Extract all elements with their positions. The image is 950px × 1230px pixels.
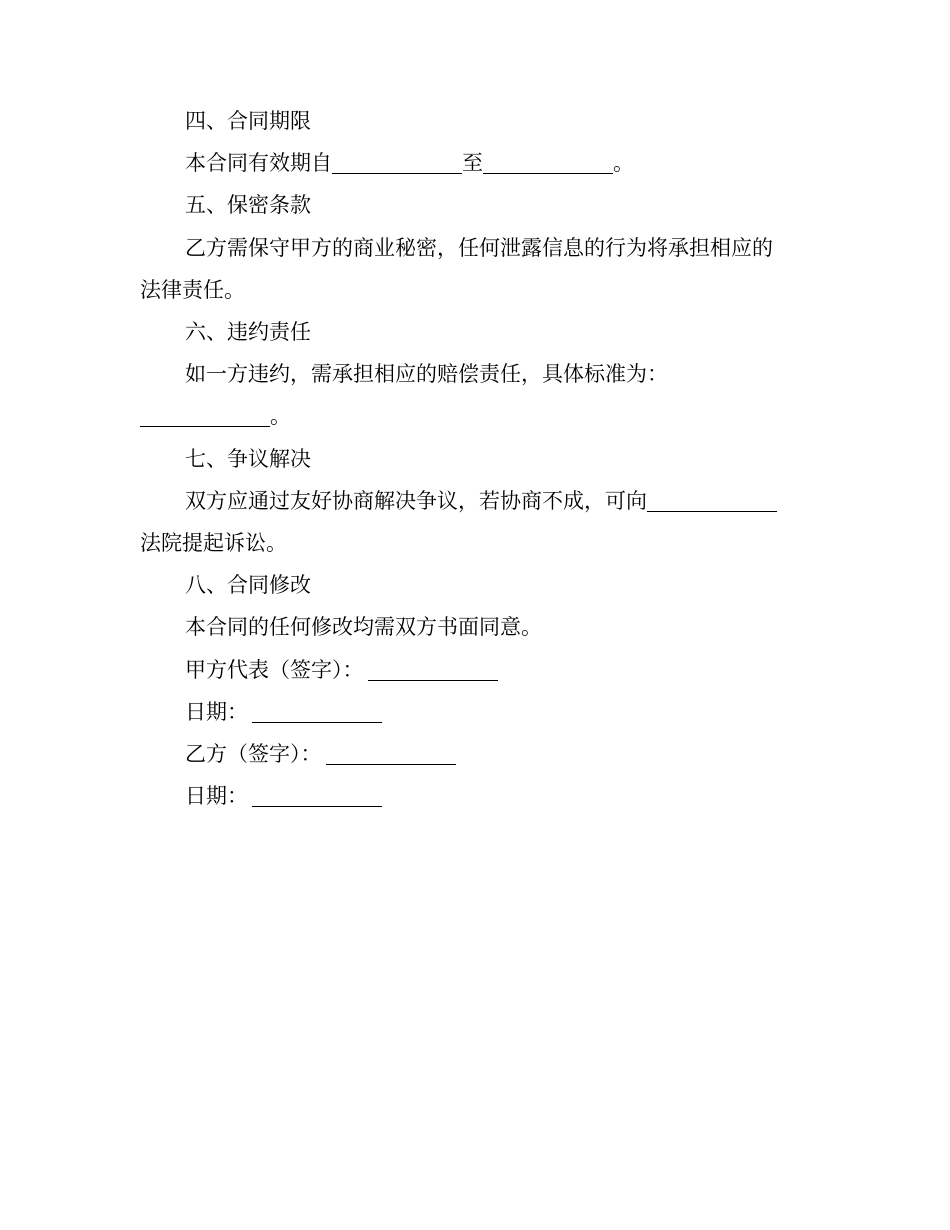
confidentiality-line-2: 法律责任。 [140, 277, 245, 302]
breach-line-2-end: 。 [270, 404, 291, 429]
party-a-signature-blank [368, 659, 498, 681]
confidentiality-line-1: 乙方需保守甲方的商业秘密，任何泄露信息的行为将承担相应的 [185, 235, 773, 260]
party-a-label: 甲方代表（签字）： [185, 657, 364, 682]
breach-line-1: 如一方违约，需承担相应的赔偿责任，具体标准为： [185, 362, 668, 387]
party-b-date-label: 日期： [185, 784, 248, 809]
party-a-date-line [140, 691, 800, 733]
dispute-line-2: 法院提起诉讼。 [140, 531, 287, 556]
party-b-signature-blank [326, 743, 456, 765]
dispute-court-blank [647, 490, 777, 512]
section-dispute-heading: 七、争议解决 [185, 446, 311, 471]
section-term-heading: 四、合同期限 [185, 109, 311, 133]
term-text-a: 本合同有效期自 [185, 151, 332, 176]
term-text-c: 。 [613, 151, 634, 176]
dispute-line-1 [140, 480, 800, 522]
party-b-label: 乙方（签字）： [185, 742, 322, 767]
party-a-date-label: 日期： [185, 699, 248, 724]
breach-line-2 [140, 395, 800, 437]
dispute-line-1-text: 双方应通过友好协商解决争议，若协商不成，可向 [185, 488, 647, 513]
term-start-blank [332, 152, 462, 174]
party-b-signature-line [140, 733, 800, 775]
contract-body [140, 100, 800, 817]
section-term-text [140, 142, 800, 184]
party-a-signature-line [140, 649, 800, 691]
section-breach-heading: 六、违约责任 [185, 320, 311, 345]
section-confidentiality-heading: 五、保密条款 [185, 193, 311, 218]
breach-standard-blank [140, 405, 270, 427]
term-text-b: 至 [462, 151, 483, 176]
party-b-date-blank [252, 785, 382, 807]
amendment-line-1: 本合同的任何修改均需双方书面同意。 [185, 615, 542, 640]
party-b-date-line [140, 775, 800, 817]
party-a-date-blank [252, 701, 382, 723]
section-amendment-heading: 八、合同修改 [185, 573, 311, 598]
term-end-blank [483, 152, 613, 174]
